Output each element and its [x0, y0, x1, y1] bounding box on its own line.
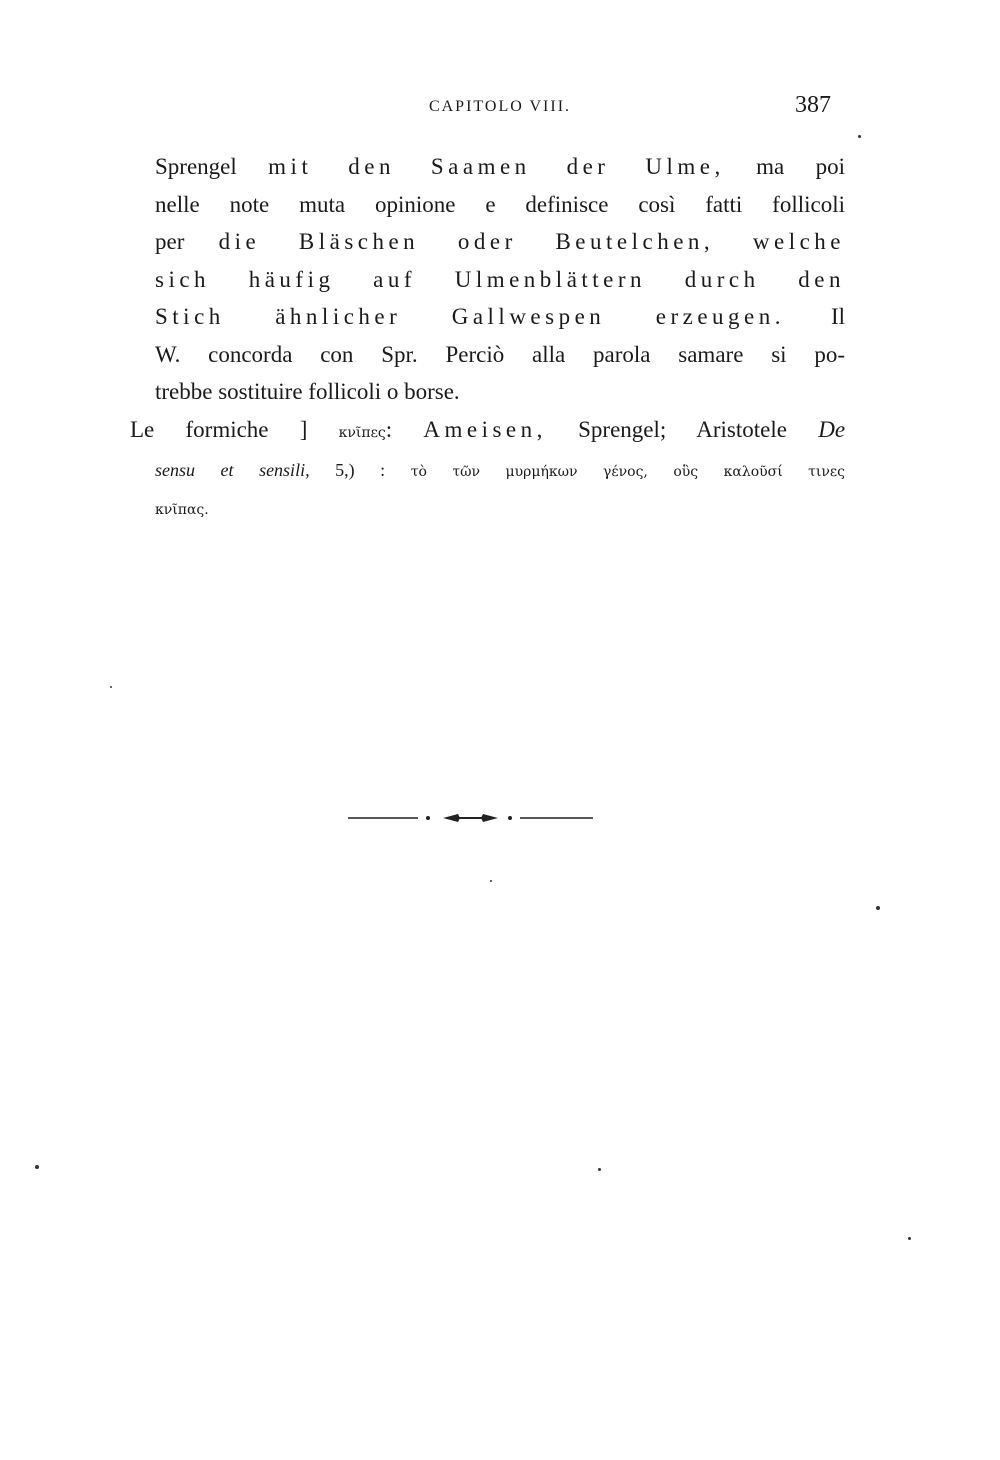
text-line: trebbe sostituire follicoli o borse.: [155, 379, 460, 404]
scan-speck: [110, 686, 112, 688]
chapter-title: CAPITOLO VIII.: [428, 98, 572, 115]
running-head: [155, 92, 845, 122]
greek-quote: τὸ τῶν μυρμήκων γένος, οὓς καλοῦσί τινες: [410, 464, 846, 480]
text-line: nelle note muta opinione e definisce così fatti follicoli: [155, 191, 845, 217]
scan-speck: [35, 1165, 39, 1169]
spaced-german: mit den Saamen der Ulme,: [268, 154, 725, 179]
text-line: [155, 148, 845, 186]
italic-title: sensu et sensili,: [155, 460, 310, 480]
italic-title: De: [818, 416, 846, 442]
text-line: [155, 223, 845, 261]
ornamental-rule-icon: [348, 808, 593, 828]
text-line: [155, 452, 845, 492]
text-line: sich häufig auf Ulmenblättern durch den: [155, 266, 845, 292]
spaced-german: Ameisen,: [423, 416, 547, 442]
text-line: κνῖπας.: [155, 501, 209, 518]
text-line: [130, 411, 845, 453]
body-text: [130, 148, 846, 529]
scan-speck: [858, 135, 861, 138]
scan-speck: [876, 906, 880, 910]
text-span: Il: [830, 304, 846, 329]
text-span: Sprengel: [155, 154, 237, 179]
text-line: [155, 298, 845, 336]
text-line: W. concorda con Spr. Perciò alla parola samare si po-: [155, 341, 845, 367]
scan-speck: [490, 880, 492, 882]
text-span: 5,) :: [335, 460, 386, 480]
text-span: ma poi: [756, 154, 846, 179]
greek-word: κνῖπες: [338, 424, 386, 441]
spaced-german: die Bläschen oder Beutelchen, welche: [218, 229, 845, 254]
text-span: :: [385, 416, 393, 442]
text-span: Sprengel; Aristotele: [578, 416, 787, 442]
scan-speck: [598, 1168, 601, 1171]
text-span: per: [155, 229, 185, 254]
page-number: 387: [795, 92, 831, 118]
scan-speck: [908, 1237, 911, 1240]
spaced-german: Stich ähnlicher Gallwespen erzeugen.: [155, 304, 785, 329]
text-span: Le formiche ]: [130, 416, 308, 442]
